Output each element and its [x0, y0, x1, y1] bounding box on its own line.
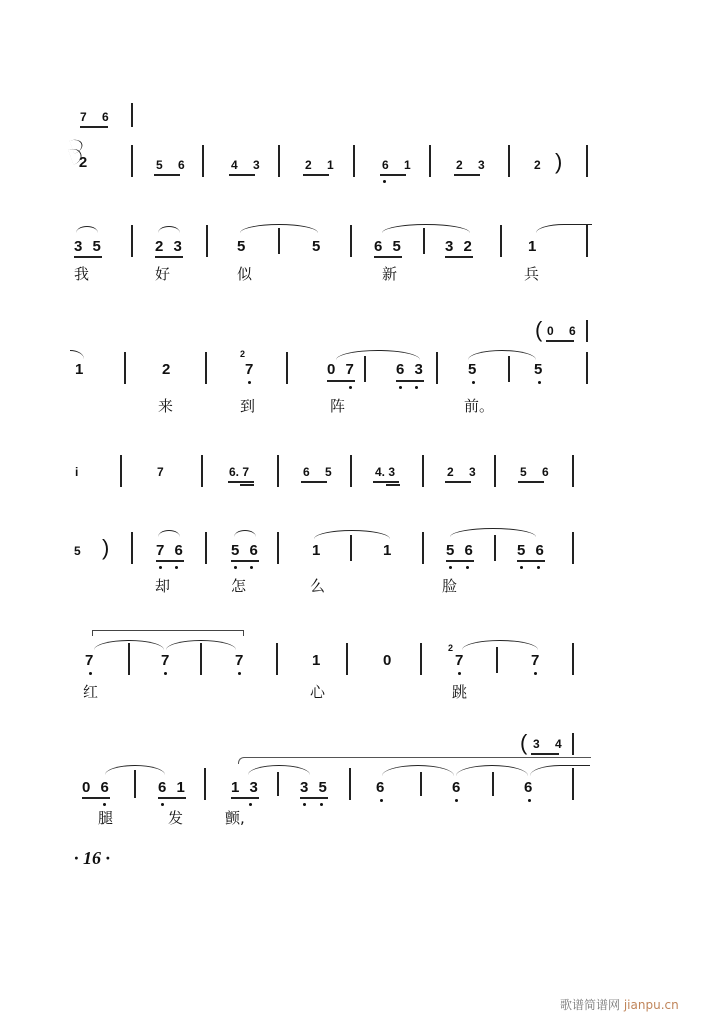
underline: [454, 174, 480, 176]
note-group: 2 3: [155, 238, 185, 255]
slur: [314, 530, 390, 539]
barline: [420, 772, 422, 796]
barline: [205, 352, 207, 384]
note: 6: [452, 779, 461, 796]
barline: [277, 455, 279, 487]
underline: [82, 797, 110, 799]
lyric: 新: [382, 265, 398, 283]
note: 7: [85, 652, 94, 669]
barline: [508, 145, 510, 177]
underline: [155, 256, 183, 258]
barline: [508, 356, 510, 382]
barline: [423, 228, 425, 254]
barline: [572, 768, 574, 800]
note-group: 1 3: [231, 779, 261, 796]
barline: [422, 532, 424, 564]
underline: [231, 560, 259, 562]
barline: [205, 532, 207, 564]
low-dot: [175, 566, 178, 569]
note-group: 6 5: [374, 238, 404, 255]
lyric: 脸: [442, 577, 458, 595]
underline: [231, 797, 259, 799]
barline: [500, 225, 502, 257]
barline: [586, 225, 588, 257]
slur: [248, 765, 310, 775]
page-number: · 16 ·: [74, 848, 110, 868]
slur: [382, 765, 454, 776]
lyric: 腿: [98, 809, 114, 827]
barline: [276, 643, 278, 675]
underline: [74, 256, 102, 258]
underline: [396, 380, 424, 382]
note: 6: [376, 779, 385, 796]
low-dot: [103, 803, 106, 806]
barline: [572, 733, 574, 755]
note: 7: [157, 465, 164, 479]
barline: [278, 228, 280, 254]
underline: [158, 797, 186, 799]
lyric: 阵: [330, 397, 346, 415]
barline: [200, 643, 202, 675]
low-dot: [89, 672, 92, 675]
low-dot: [399, 386, 402, 389]
note: 2: [78, 154, 88, 171]
barline: [586, 352, 588, 384]
lyric: 到: [240, 397, 256, 415]
note-group: 2 3: [456, 158, 491, 172]
lyric: 来: [158, 397, 174, 415]
underline: [531, 753, 559, 755]
barline: [277, 772, 279, 796]
lyric: 跳: [452, 683, 468, 701]
note-group: 3 5: [74, 238, 104, 255]
lyric: 兵: [524, 265, 540, 283]
note-group: 6 1: [158, 779, 188, 796]
pickup-notes: 7 6: [80, 110, 115, 124]
low-dot: [449, 566, 452, 569]
low-dot: [238, 672, 241, 675]
barline: [277, 532, 279, 564]
note-group: 5 6: [517, 542, 547, 559]
note: 0: [383, 652, 392, 669]
phrase-bracket: [238, 757, 591, 764]
low-dot: [380, 799, 383, 802]
note: 5: [74, 544, 81, 558]
barline: [124, 352, 126, 384]
barline: [353, 145, 355, 177]
slur: [158, 226, 180, 233]
note: 5: [237, 238, 246, 255]
interlude-notes: 0 6: [547, 324, 582, 338]
lyric: 好: [155, 265, 171, 283]
barline: [496, 647, 498, 673]
lyric: 颤,: [225, 809, 245, 827]
underline: [446, 560, 474, 562]
barline: [494, 535, 496, 561]
low-dot: [234, 566, 237, 569]
barline: [128, 643, 130, 675]
low-dot: [538, 381, 541, 384]
note: 7: [235, 652, 244, 669]
note-group: 4 3: [231, 158, 266, 172]
closing-paren: ): [555, 149, 563, 174]
note-group: 0 7: [327, 361, 357, 378]
barline: [350, 455, 352, 487]
note-group: 4. 3: [375, 465, 396, 479]
note: 6: [524, 779, 533, 796]
underline: [154, 174, 180, 176]
slur: [530, 765, 590, 776]
slur: [382, 224, 470, 233]
note-group: 7 6: [156, 542, 186, 559]
barline: [346, 643, 348, 675]
barline: [278, 145, 280, 177]
lyric: 似: [237, 265, 253, 283]
interlude-notes: 3 4: [533, 737, 568, 751]
low-dot: [159, 566, 162, 569]
barline: [436, 352, 438, 384]
barline: [134, 770, 136, 798]
note: 1: [528, 238, 537, 255]
tie-end: [70, 350, 84, 359]
barline: [131, 532, 133, 564]
underline: [518, 481, 544, 483]
slur: [462, 640, 538, 650]
lyric: 怎: [231, 577, 247, 595]
note: 2: [162, 361, 171, 378]
barline: [364, 356, 366, 382]
slur: [158, 530, 180, 537]
low-dot: [248, 381, 251, 384]
note: 5: [468, 361, 477, 378]
lyric: 却: [155, 577, 171, 595]
note-group: 5 6: [446, 542, 476, 559]
barline: [494, 455, 496, 487]
lyric: 红: [83, 683, 99, 701]
note-group: 3 2: [445, 238, 475, 255]
closing-paren: ): [102, 535, 110, 560]
watermark-domain: jianpu.cn: [623, 998, 679, 1012]
barline: [202, 145, 204, 177]
barline: [422, 455, 424, 487]
underline: [445, 481, 471, 483]
barline: [131, 103, 133, 127]
watermark: [560, 996, 679, 1013]
phrase-bracket: [92, 630, 244, 636]
note-group: 5 6: [231, 542, 261, 559]
note: 7: [531, 652, 540, 669]
low-dot: [472, 381, 475, 384]
note-group: 6 3: [396, 361, 426, 378]
slur: [76, 226, 98, 233]
slur: [234, 530, 256, 537]
slur: [468, 350, 536, 360]
low-dot: [415, 386, 418, 389]
barline: [572, 643, 574, 675]
grace-note: 2: [448, 643, 454, 653]
low-dot: [320, 803, 323, 806]
note: 1: [312, 652, 321, 669]
underline: [374, 256, 402, 258]
lyric: 发: [168, 809, 184, 827]
underline: [300, 797, 328, 799]
barline: [572, 532, 574, 564]
barline: [204, 768, 206, 800]
underline: [327, 380, 355, 382]
barline: [492, 772, 494, 796]
barline: [201, 455, 203, 487]
note: 1: [312, 542, 321, 559]
low-dot: [534, 672, 537, 675]
note-group: 3 5: [300, 779, 330, 796]
underline: [229, 174, 255, 176]
note: 1: [383, 542, 392, 559]
note: 7: [245, 361, 254, 378]
note-group: 0 6: [82, 779, 112, 796]
low-dot: [455, 799, 458, 802]
barline: [429, 145, 431, 177]
note: 7: [455, 652, 464, 669]
note: 5: [534, 361, 543, 378]
lyric: 我: [74, 265, 90, 283]
watermark-site: 歌谱简谱网: [560, 998, 621, 1012]
note-group: 2 3: [447, 465, 482, 479]
low-dot: [520, 566, 523, 569]
note-group: 5 6: [156, 158, 191, 172]
note-group: 6 5: [303, 465, 338, 479]
lyric: 心: [310, 683, 326, 701]
low-dot: [161, 803, 164, 806]
note: 7: [161, 652, 170, 669]
low-dot: [383, 180, 386, 183]
note: 5: [312, 238, 321, 255]
barline: [586, 145, 588, 177]
lyric: 前。: [464, 397, 495, 415]
note-group: 5 6: [520, 465, 555, 479]
underline: [380, 174, 406, 176]
barline: [206, 225, 208, 257]
note-high: i: [75, 465, 79, 479]
note-group: 6 1: [382, 158, 417, 172]
underline: [445, 256, 473, 258]
barline: [420, 643, 422, 675]
underline: [373, 481, 399, 483]
low-dot: [537, 566, 540, 569]
underline: [156, 560, 184, 562]
note: 2: [534, 158, 541, 172]
barline: [350, 535, 352, 561]
barline: [350, 225, 352, 257]
barline: [131, 225, 133, 257]
low-dot: [303, 803, 306, 806]
note: 1: [75, 361, 84, 378]
double-underline: [240, 484, 254, 486]
low-dot: [349, 386, 352, 389]
underline: [301, 481, 327, 483]
underline: [228, 481, 254, 483]
open-paren: (: [535, 317, 543, 342]
low-dot: [249, 803, 252, 806]
barline: [586, 320, 588, 342]
note-group: 6. 7: [229, 465, 250, 479]
grace-note: 2: [240, 349, 246, 359]
note-group: 2 1: [305, 158, 340, 172]
low-dot: [250, 566, 253, 569]
slur: [450, 528, 536, 537]
barline: [349, 768, 351, 800]
underline: [517, 560, 545, 562]
underline: [303, 174, 329, 176]
barline: [131, 145, 133, 177]
low-dot: [466, 566, 469, 569]
low-dot: [528, 799, 531, 802]
slur: [536, 224, 592, 233]
double-underline: [386, 484, 400, 486]
lyric: 么: [310, 577, 326, 595]
barline: [286, 352, 288, 384]
underline: [80, 126, 108, 128]
slur: [336, 350, 420, 360]
barline: [572, 455, 574, 487]
low-dot: [164, 672, 167, 675]
underline: [546, 340, 574, 342]
barline: [120, 455, 122, 487]
open-paren: (: [520, 730, 528, 755]
low-dot: [458, 672, 461, 675]
